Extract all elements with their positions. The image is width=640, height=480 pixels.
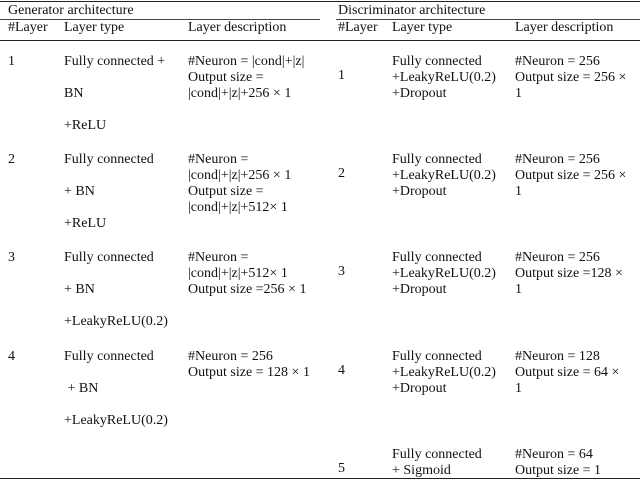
discriminator-layer-description-line: #Neuron = 256 [515, 250, 600, 265]
discriminator-layer-description-line: 1 [515, 282, 522, 297]
generator-layer-description-line: #Neuron = |cond|+|z| [188, 54, 305, 69]
discriminator-header-layer: #Layer [338, 20, 378, 35]
generator-layer-description-line: |cond|+|z|+512× 1 [188, 266, 288, 281]
discriminator-header-type: Layer type [392, 20, 453, 35]
generator-header-layer: #Layer [8, 20, 48, 35]
discriminator-layer-description-line: Output size =128 × [515, 266, 623, 281]
generator-layer-description-line: Output size =256 × 1 [188, 282, 307, 297]
discriminator-layer-type-line: +Dropout [392, 184, 447, 199]
generator-layer-type-line: +ReLU [64, 216, 107, 231]
generator-layer-description-line: #Neuron = [188, 152, 249, 167]
generator-layer-description-line: Output size = [188, 184, 264, 199]
generator-layer-number: 3 [8, 250, 15, 265]
discriminator-layer-type-line: +LeakyReLU(0.2) [392, 266, 496, 281]
discriminator-header-description: Layer description [515, 20, 614, 35]
generator-layer-number: 2 [8, 152, 15, 167]
discriminator-layer-description-line: #Neuron = 128 [515, 349, 600, 364]
table-top-rule [0, 1, 640, 2]
generator-header-description: Layer description [188, 20, 287, 35]
discriminator-layer-type-line: +LeakyReLU(0.2) [392, 70, 496, 85]
generator-layer-number: 4 [8, 349, 15, 364]
discriminator-layer-description-line: Output size = 256 × [515, 70, 627, 85]
generator-layer-description-line: #Neuron = 256 [188, 349, 273, 364]
discriminator-layer-type-line: Fully connected [392, 349, 482, 364]
generator-layer-description-line: |cond|+|z|+256 × 1 [188, 168, 292, 183]
generator-layer-type-line: BN [64, 86, 84, 101]
discriminator-layer-description-line: #Neuron = 64 [515, 447, 593, 462]
generator-layer-type-line: + BN [64, 184, 95, 199]
generator-layer-type-line: Fully connected [64, 349, 154, 364]
discriminator-layer-type-line: Fully connected [392, 152, 482, 167]
discriminator-layer-description-line: Output size = 64 × [515, 365, 620, 380]
discriminator-layer-type-line: + Sigmoid [392, 463, 451, 478]
discriminator-layer-number: 3 [338, 264, 345, 279]
discriminator-layer-description-line: 1 [515, 381, 522, 396]
discriminator-layer-description-line: #Neuron = 256 [515, 152, 600, 167]
discriminator-layer-number: 1 [338, 68, 345, 83]
discriminator-layer-description-line: 1 [515, 184, 522, 199]
generator-layer-type-line: Fully connected [64, 152, 154, 167]
discriminator-layer-type-line: +Dropout [392, 381, 447, 396]
header-rule [0, 40, 640, 41]
discriminator-layer-type-line: Fully connected [392, 54, 482, 69]
discriminator-layer-number: 4 [338, 363, 345, 378]
discriminator-layer-number: 2 [338, 166, 345, 181]
generator-layer-type-line: Fully connected [64, 250, 154, 265]
generator-layer-type-line: + BN [64, 381, 99, 396]
discriminator-layer-number: 5 [338, 461, 345, 476]
discriminator-layer-type-line: +Dropout [392, 282, 447, 297]
generator-layer-type-line: + BN [64, 282, 95, 297]
discriminator-layer-description-line: Output size = 256 × [515, 168, 627, 183]
generator-layer-type-line: +ReLU [64, 118, 107, 133]
discriminator-layer-type-line: +Dropout [392, 86, 447, 101]
generator-layer-description-line: Output size = 128 × 1 [188, 365, 310, 380]
generator-layer-description-line: #Neuron = [188, 250, 249, 265]
generator-layer-type-line: +LeakyReLU(0.2) [64, 413, 168, 428]
generator-layer-number: 1 [8, 54, 15, 69]
generator-layer-type-line: Fully connected + [64, 54, 166, 69]
discriminator-layer-type-line: Fully connected [392, 447, 482, 462]
generator-layer-description-line: |cond|+|z|+256 × 1 [188, 86, 292, 101]
generator-layer-description-line: Output size = [188, 70, 264, 85]
discriminator-layer-description-line: 1 [515, 86, 522, 101]
discriminator-layer-type-line: Fully connected [392, 250, 482, 265]
generator-layer-description-line: |cond|+|z|+512× 1 [188, 200, 288, 215]
discriminator-layer-description-line: #Neuron = 256 [515, 54, 600, 69]
generator-layer-type-line: +LeakyReLU(0.2) [64, 314, 168, 329]
generator-title: Generator architecture [8, 3, 134, 18]
discriminator-layer-description-line: Output size = 1 [515, 463, 602, 478]
generator-header-type: Layer type [64, 20, 125, 35]
discriminator-title: Discriminator architecture [338, 3, 486, 18]
discriminator-layer-type-line: +LeakyReLU(0.2) [392, 168, 496, 183]
discriminator-layer-type-line: +LeakyReLU(0.2) [392, 365, 496, 380]
